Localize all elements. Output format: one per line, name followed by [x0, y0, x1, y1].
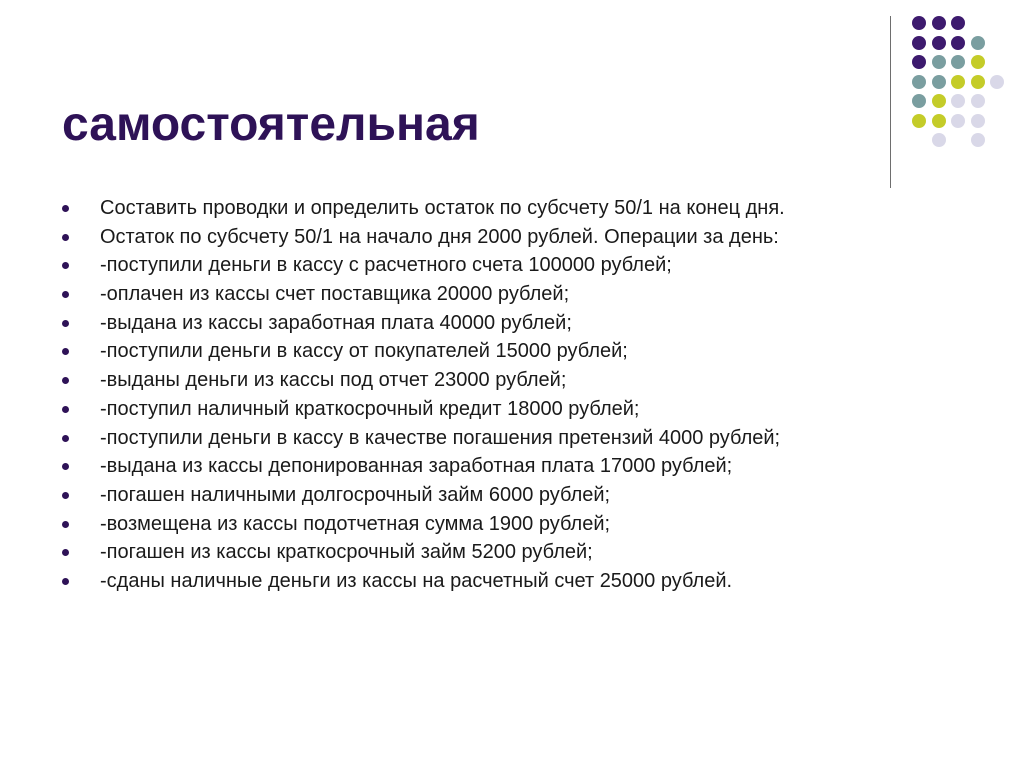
bullet-point-icon: [62, 320, 69, 327]
decorative-dot: [932, 55, 946, 69]
bullet-item: [62, 538, 785, 567]
decorative-dot: [971, 94, 985, 108]
bullet-item: [62, 510, 785, 539]
bullet-item: [62, 337, 785, 366]
bullet-item: [62, 424, 785, 453]
decorative-dot: [912, 94, 926, 108]
bullet-text: -поступили деньги в кассу с расчетного счета 100000 рублей;: [100, 254, 672, 277]
bullet-text: Остаток по субсчету 50/1 на начало дня 2000 рублей. Операции за день:: [100, 225, 779, 248]
slide-title: самостоятельная: [62, 98, 480, 151]
decorative-dot: [912, 114, 926, 128]
bullet-point-icon: [62, 262, 69, 269]
decorative-dot: [912, 16, 926, 30]
decorative-dot: [990, 75, 1004, 89]
decorative-dot: [912, 55, 926, 69]
bullet-text: -погашен из кассы краткосрочный займ 5200 рублей;: [100, 541, 593, 564]
decorative-dot: [932, 114, 946, 128]
bullet-text: -выданы деньги из кассы под отчет 23000 рублей;: [100, 369, 567, 392]
decorative-dot: [912, 36, 926, 50]
bullet-point-icon: [62, 549, 69, 556]
bullet-point-icon: [62, 291, 69, 298]
bullet-text: -поступил наличный краткосрочный кредит 18000 рублей;: [100, 397, 640, 420]
decorative-dot: [951, 114, 965, 128]
decorative-dot: [912, 75, 926, 89]
decorative-dot: [971, 114, 985, 128]
bullet-point-icon: [62, 406, 69, 413]
bullet-item: [62, 567, 785, 596]
decorative-dot: [971, 133, 985, 147]
bullet-point-icon: [62, 234, 69, 241]
decorative-dot: [971, 55, 985, 69]
bullet-item: [62, 309, 785, 338]
bullet-point-icon: [62, 435, 69, 442]
bullet-item: [62, 251, 785, 280]
bullet-item: [62, 395, 785, 424]
decorative-dot: [932, 133, 946, 147]
bullet-point-icon: [62, 348, 69, 355]
vertical-divider: [890, 16, 891, 188]
bullet-item: [62, 194, 785, 223]
decorative-dot: [971, 36, 985, 50]
decorative-dot: [951, 16, 965, 30]
bullet-text: -выдана из кассы заработная плата 40000 рублей;: [100, 311, 572, 334]
bullet-text: -оплачен из кассы счет поставщика 20000 рублей;: [100, 283, 570, 306]
bullet-list: [62, 194, 785, 596]
decorative-dot: [951, 94, 965, 108]
bullet-item: [62, 280, 785, 309]
decorative-dot: [932, 94, 946, 108]
decorative-dot: [951, 55, 965, 69]
decorative-dot: [932, 75, 946, 89]
bullet-text: -возмещена из кассы подотчетная сумма 1900 рублей;: [100, 512, 611, 535]
decorative-dot: [932, 36, 946, 50]
bullet-text: -поступили деньги в кассу от покупателей 15000 рублей;: [100, 340, 628, 363]
bullet-text: -поступили деньги в кассу в качестве погашения претензий 4000 рублей;: [100, 426, 781, 449]
bullet-item: [62, 366, 785, 395]
decorative-dot: [932, 16, 946, 30]
decorative-dot: [971, 75, 985, 89]
bullet-point-icon: [62, 578, 69, 585]
decorative-dot: [951, 36, 965, 50]
bullet-point-icon: [62, 377, 69, 384]
bullet-point-icon: [62, 205, 69, 212]
decorative-dot: [951, 75, 965, 89]
bullet-text: -погашен наличными долгосрочный займ 6000 рублей;: [100, 483, 611, 506]
bullet-text: Составить проводки и определить остаток по субсчету 50/1 на конец дня.: [100, 197, 785, 219]
bullet-text: -выдана из кассы депонированная заработная плата 17000 рублей;: [100, 455, 733, 478]
bullet-point-icon: [62, 521, 69, 528]
bullet-text: -сданы наличные деньги из кассы на расчетный счет 25000 рублей.: [100, 569, 733, 592]
bullet-point-icon: [62, 492, 69, 499]
bullet-point-icon: [62, 463, 69, 470]
bullet-item: [62, 452, 785, 481]
bullet-item: [62, 481, 785, 510]
bullet-item: [62, 223, 785, 252]
